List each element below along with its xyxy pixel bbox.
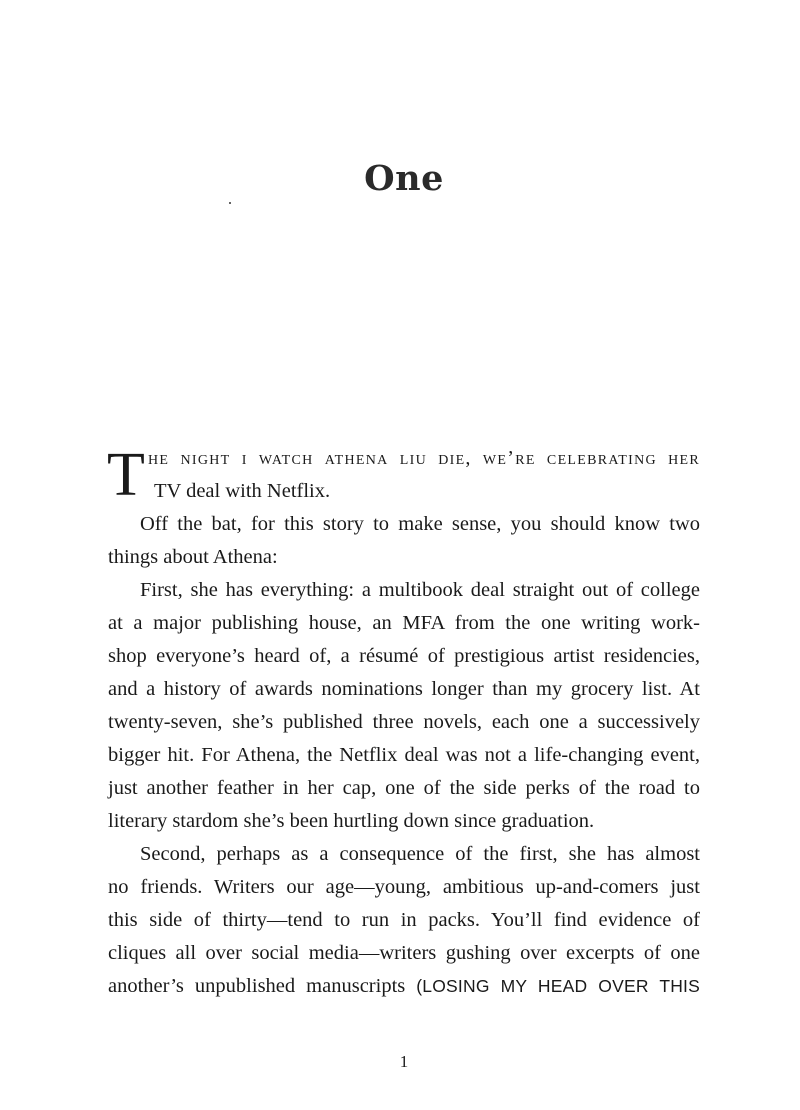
text-line: bigger hit. For Athena, the Netflix deal was not a life-changing event, <box>108 744 700 766</box>
opening-line-2: TV deal with Netflix. <box>154 480 331 502</box>
text-line: twenty-seven, she’s published three novels, each one a successively <box>108 711 700 733</box>
text-line: and a history of awards nominations longer than my grocery list. At <box>108 678 700 700</box>
text-line: shop everyone’s heard of, a résumé of prestigious artist residencies, <box>108 645 700 667</box>
body-text <box>108 442 700 1003</box>
text-line-mixed <box>108 970 700 1003</box>
stray-mark <box>229 202 231 204</box>
text-run-serif: another’s unpublished manuscripts <box>108 975 417 997</box>
text-run-sans: (LOSING MY HEAD OVER THIS <box>416 976 700 996</box>
text-line: cliques all over social media—writers gushing over excerpts of one <box>108 942 700 964</box>
text-line: First, she has everything: a multibook deal straight out of college <box>140 579 700 601</box>
text-line: just another feather in her cap, one of the side perks of the road to <box>108 777 700 799</box>
chapter-title: One <box>364 158 444 199</box>
text-line: Second, perhaps as a consequence of the first, she has almost <box>140 843 700 865</box>
text-line: at a major publishing house, an MFA from the one writing work- <box>108 612 700 634</box>
page-number: 1 <box>399 1052 409 1071</box>
text-line: literary stardom she’s been hurtling down since graduation. <box>108 810 595 832</box>
opening-paragraph <box>108 442 700 508</box>
text-line: no friends. Writers our age—young, ambitious up-and-comers just <box>108 876 700 898</box>
text-line: things about Athena: <box>108 546 278 568</box>
text-line: Off the bat, for this story to make sense, you should know two <box>140 513 700 535</box>
text-line: this side of thirty—tend to run in packs. You’ll find evidence of <box>108 909 700 931</box>
opening-small-caps-line: he night i watch athena liu die, we’re celebrating her <box>148 447 700 469</box>
drop-cap: T <box>107 441 145 509</box>
